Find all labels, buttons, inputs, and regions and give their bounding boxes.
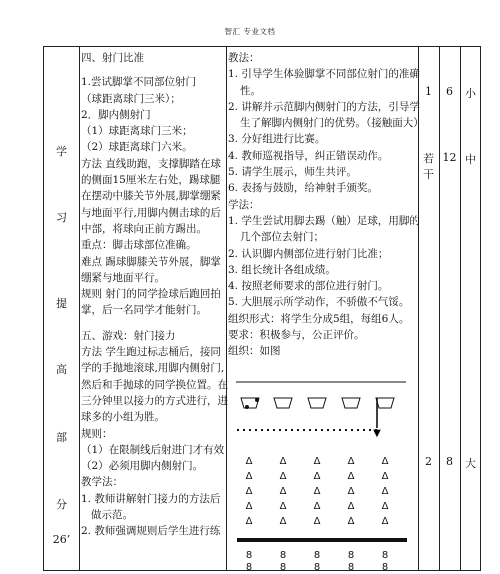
goal-row bbox=[241, 398, 394, 408]
cone-grid bbox=[246, 456, 389, 527]
method-line: 要求：积极参与，公正评价。 bbox=[228, 329, 365, 342]
player-icon: 8 bbox=[381, 550, 389, 561]
lesson-table bbox=[43, 46, 481, 571]
intensity-cell: 中 bbox=[465, 153, 476, 166]
cone-icon: Δ bbox=[279, 516, 287, 527]
organization-diagram bbox=[234, 374, 424, 574]
cone-icon: Δ bbox=[313, 456, 321, 467]
cone-icon: Δ bbox=[279, 501, 287, 512]
cone-icon: Δ bbox=[313, 516, 321, 527]
column-divider bbox=[460, 47, 461, 570]
content-line: 规则： bbox=[81, 427, 113, 440]
cone-icon: Δ bbox=[347, 486, 355, 497]
cone-icon: Δ bbox=[313, 501, 321, 512]
player-icon: 8 bbox=[347, 562, 355, 573]
content-line: （2）必须用脚内侧射门。 bbox=[81, 460, 204, 473]
cone-icon: Δ bbox=[381, 456, 389, 467]
content-line: 学的手抛地滚球,用脚内侧射门, bbox=[81, 362, 225, 375]
player-icon: 8 bbox=[381, 562, 389, 573]
column-divider bbox=[79, 47, 80, 570]
cone-icon: Δ bbox=[381, 471, 389, 482]
cone-icon: Δ bbox=[347, 471, 355, 482]
method-line: 1. 引导学生体验脚掌不同部位射门的准确性。 bbox=[228, 68, 420, 97]
method-line: 5. 大胆展示所学动作，不骄傲不气馁。 bbox=[228, 296, 410, 309]
method-line: 1. 学生尝试用脚去踢（触）足球，用脚的几个部位去射门； bbox=[228, 214, 420, 244]
section-title: 五、游戏：射门接力 bbox=[81, 329, 176, 342]
method-line: 2. 讲解并示范脚内侧射门的方法，引导学生了解脚内侧射门的优势。（接触面大） bbox=[228, 100, 424, 130]
minutes-cell: 12 bbox=[442, 151, 457, 164]
intensity-cell: 大 bbox=[465, 457, 476, 470]
content-line: （1）球距离球门三米； bbox=[81, 125, 193, 138]
content-line: 掌，后一名同学才能射门。 bbox=[81, 304, 207, 317]
cone-icon: Δ bbox=[381, 486, 389, 497]
cone-icon: Δ bbox=[347, 456, 355, 467]
goal-icon bbox=[342, 398, 360, 408]
part-time: 26’ bbox=[52, 533, 71, 546]
content-line: 重点：脚击球部位准确。 bbox=[81, 239, 197, 252]
content-line: 难点 踢球脚膝关节外展，脚掌 bbox=[81, 255, 221, 268]
method-line: 2. 认识脚内侧部位进行射门比准； bbox=[228, 247, 389, 260]
content-line: 三分钟里以接力的方式进行，进 bbox=[81, 394, 228, 407]
cone-icon: Δ bbox=[381, 516, 389, 527]
player-icon: 8 bbox=[313, 562, 321, 573]
content-line: 球多的小组为胜。 bbox=[81, 411, 165, 424]
minutes-cell: 8 bbox=[446, 455, 453, 468]
content-line: 方法 直线助跑，支撑脚踏在球 bbox=[81, 157, 221, 170]
cone-icon: Δ bbox=[279, 486, 287, 497]
content-line: 1. 教师讲解射门接力的方法后 bbox=[81, 492, 221, 505]
method-line: 组织形式：将学生分成5组，每组6人。 bbox=[228, 312, 410, 325]
cone-icon: Δ bbox=[279, 471, 287, 482]
method-line: 4. 按照老师要求的部位进行射门。 bbox=[228, 280, 389, 293]
part-char: 习 bbox=[56, 211, 67, 224]
method-line: 6. 表扬与鼓励，给神射手颁奖。 bbox=[228, 182, 378, 195]
part-column bbox=[44, 47, 79, 567]
start-line bbox=[237, 538, 407, 542]
cone-icon: Δ bbox=[245, 486, 253, 497]
content-line: 规则 射门的同学捡球后跑回拍 bbox=[81, 288, 221, 301]
method-line: 4. 教师巡视指导，纠正错误动作。 bbox=[228, 149, 389, 162]
cone-icon: Δ bbox=[313, 471, 321, 482]
player-icon: 8 bbox=[245, 550, 253, 561]
intensity-cell: 小 bbox=[465, 87, 476, 100]
method-heading: 学法： bbox=[228, 198, 260, 211]
part-char: 分 bbox=[56, 498, 67, 511]
method-heading: 教法： bbox=[228, 52, 260, 64]
content-line: 2．脚内侧射门 bbox=[81, 108, 151, 121]
cone-icon: Δ bbox=[347, 516, 355, 527]
arrow-down-icon: ▼ bbox=[373, 428, 381, 439]
content-column bbox=[81, 50, 228, 540]
content-line: （球距离球门三米）； bbox=[81, 92, 181, 105]
cone-icon: Δ bbox=[245, 456, 253, 467]
goal-icon bbox=[308, 398, 326, 408]
cone-icon: Δ bbox=[245, 516, 253, 527]
section-title: 四、射门比准 bbox=[81, 52, 144, 64]
player-icon: 8 bbox=[279, 550, 287, 561]
part-char: 提 bbox=[56, 297, 67, 310]
content-line: 在摆动中膝关节外展,脚掌绷紧 bbox=[81, 190, 221, 203]
content-line: （1）在限制线后射进门才有效 bbox=[81, 443, 225, 456]
cone-icon: Δ bbox=[245, 471, 253, 482]
cone-icon: Δ bbox=[381, 501, 389, 512]
content-line: 方法 学生跑过标志桶后，接同 bbox=[81, 346, 221, 359]
cone-icon: Δ bbox=[279, 456, 287, 467]
times-cell: 1 bbox=[425, 85, 432, 98]
times-cell: 2 bbox=[425, 455, 432, 468]
cone-icon: Δ bbox=[347, 501, 355, 512]
content-line: 绷紧与地面平行。 bbox=[81, 271, 165, 284]
ball-icon bbox=[245, 405, 249, 409]
player-icon: 8 bbox=[279, 562, 287, 573]
content-line: 做示范。 bbox=[91, 509, 133, 522]
method-line: 3. 组长统计各组成绩。 bbox=[228, 263, 336, 276]
content-line: 教学法： bbox=[81, 476, 123, 489]
player-grid bbox=[246, 550, 388, 573]
goal-icon bbox=[274, 398, 292, 408]
times-cell: 若干 bbox=[423, 152, 434, 181]
method-line: 3. 分好组进行比赛。 bbox=[228, 133, 326, 146]
content-line: 中部，将球向正前方踢出。 bbox=[81, 222, 207, 235]
player-icon: 8 bbox=[347, 550, 355, 561]
content-line: 与地面平行,用脚内侧击球的后 bbox=[81, 206, 221, 219]
part-char: 高 bbox=[56, 363, 67, 376]
method-column bbox=[228, 50, 424, 360]
ball-icon bbox=[255, 398, 259, 402]
part-char: 学 bbox=[56, 145, 67, 158]
content-line: 1.尝试脚掌不同部位射门 bbox=[81, 76, 197, 89]
column-divider bbox=[439, 47, 440, 570]
content-line: 2. 教师强调规则后学生进行练 bbox=[81, 525, 221, 538]
method-line: 组织：如图 bbox=[228, 345, 281, 358]
content-line: （2）球距离球门六米。 bbox=[81, 141, 193, 154]
content-line: 的侧面15厘米左右处，踢球腿 bbox=[81, 174, 221, 187]
goal-icon bbox=[376, 398, 394, 408]
cone-icon: Δ bbox=[313, 486, 321, 497]
minutes-cell: 6 bbox=[446, 85, 453, 98]
method-line: 5. 请学生展示，师生共评。 bbox=[228, 166, 357, 179]
part-char: 部 bbox=[56, 431, 67, 444]
content-line: 然后和手抛球的同学换位置。在 bbox=[81, 378, 228, 391]
player-icon: 8 bbox=[245, 562, 253, 573]
page-header: 智汇 专业文档 bbox=[224, 27, 276, 36]
player-icon: 8 bbox=[313, 550, 321, 561]
cone-icon: Δ bbox=[245, 501, 253, 512]
